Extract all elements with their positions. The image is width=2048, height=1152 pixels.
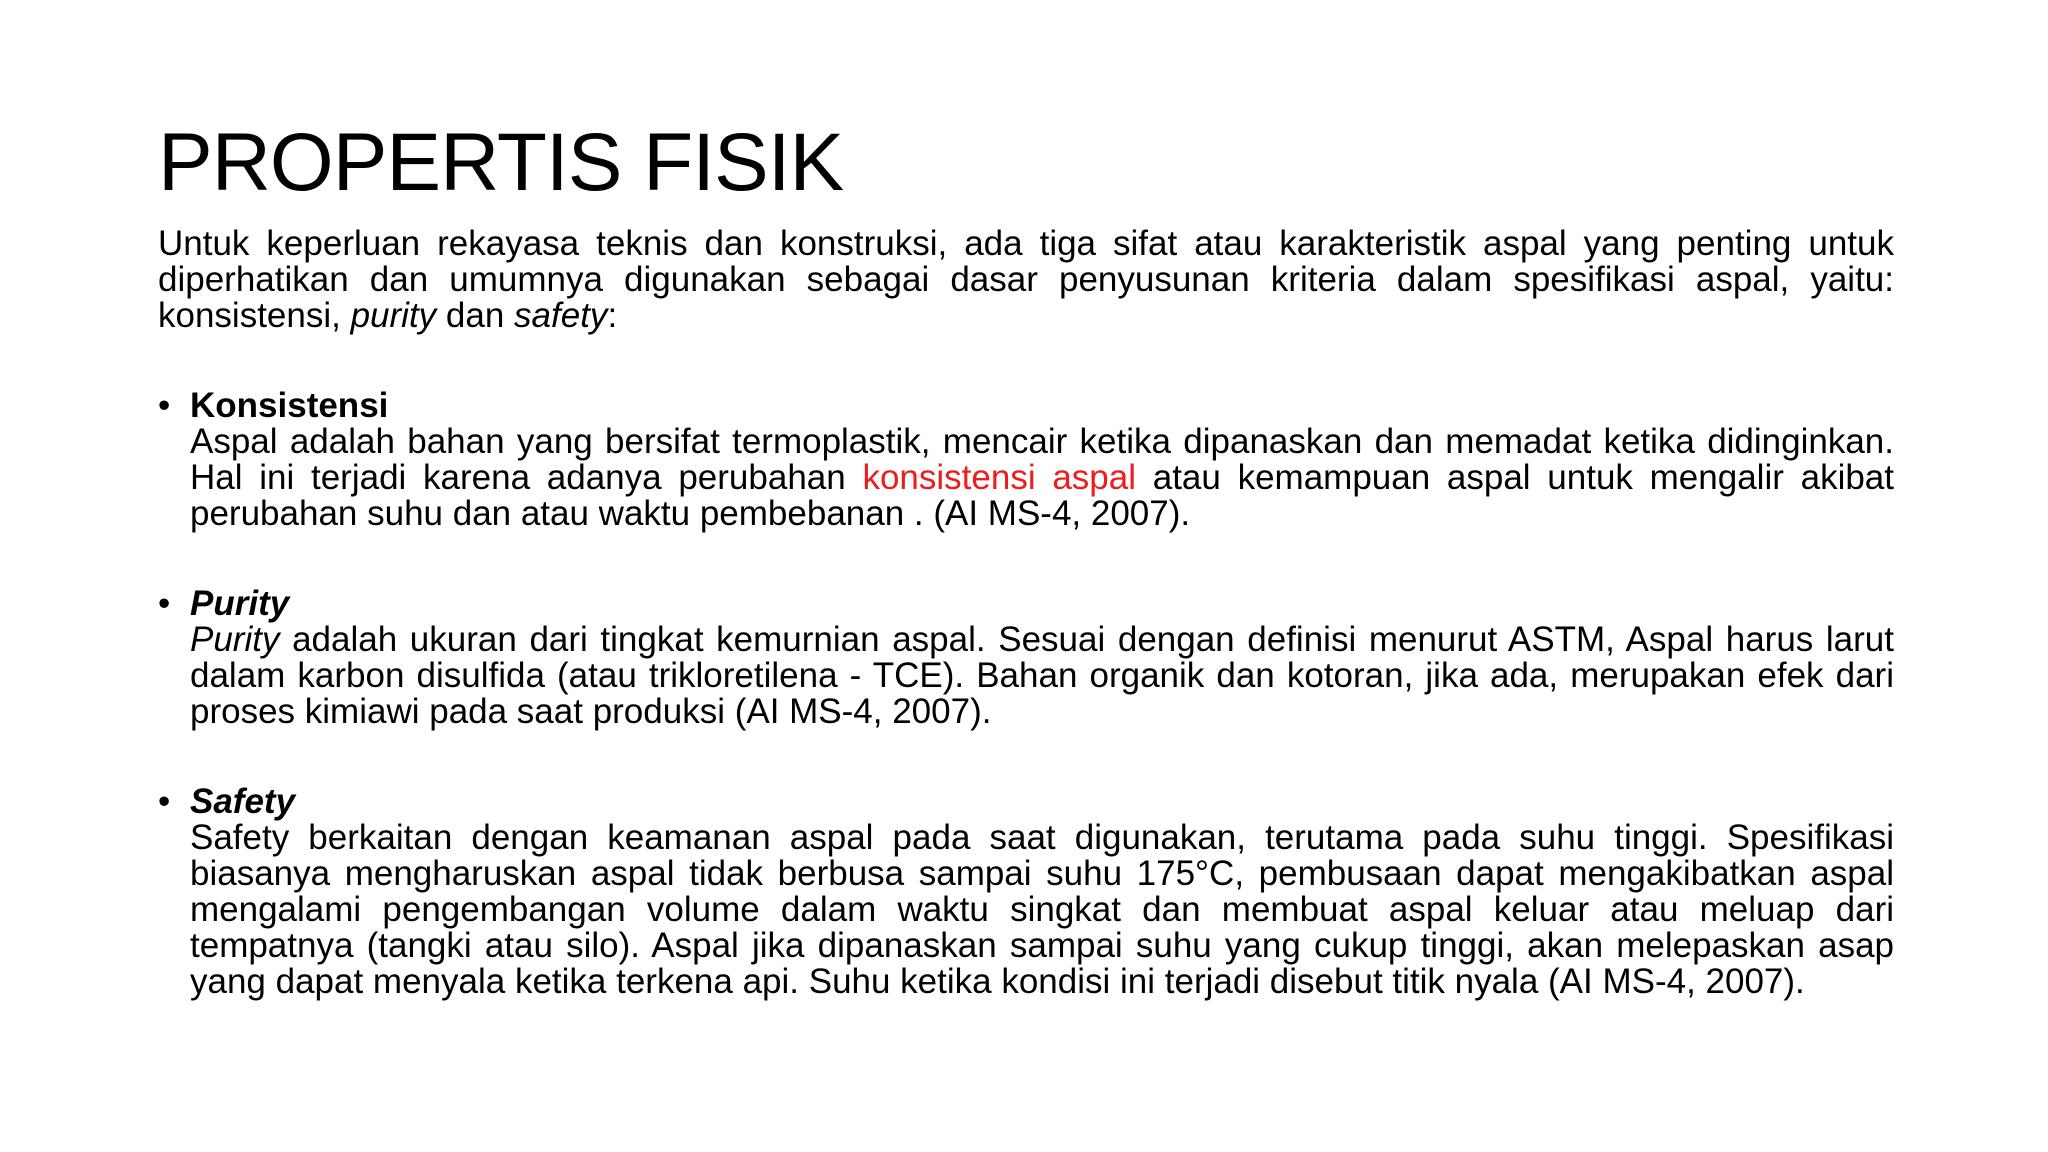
intro-purity: purity [350, 296, 437, 335]
slide-content [158, 226, 1894, 1054]
bullet-body [190, 424, 1894, 532]
bullet-heading: Purity [190, 584, 290, 623]
bullet-item-safety [158, 784, 1894, 1000]
intro-text: Untuk keperluan rekayasa teknis dan konstruksi, ada tiga sifat atau karakteristik aspal yang penting untuk diperhatikan dan umumnya digunakan sebagai dasar penyusunan kriteria dalam spesifikasi aspal, yaitu: konsistensi, [158, 224, 1894, 335]
bullet-item-purity [158, 586, 1894, 730]
intro-end: : [607, 296, 618, 335]
bullet-body-text: adalah ukuran dari tingkat kemurnian aspal. Sesuai dengan definisi menurut ASTM, Aspal harus larut dalam karbon disulfida (atau trikloretilena - TCE). Bahan organik dan kotoran, jika ada, merupakan efek dari proses kimiawi pada saat produksi (AI MS-4, 2007). [190, 620, 1894, 731]
bullet-dot-icon: • [158, 386, 171, 425]
bullet-body [190, 820, 1894, 1000]
highlighted-term: konsistensi aspal [862, 458, 1136, 497]
bullet-body [190, 622, 1894, 730]
bullet-dot-icon: • [158, 584, 171, 623]
intro-dan: dan [436, 296, 515, 335]
slide-title: PROPERTIS FISIK [158, 117, 844, 208]
bullet-item-konsistensi [158, 388, 1894, 532]
bullet-heading: Safety [190, 782, 296, 821]
bullet-heading: Konsistensi [190, 386, 389, 425]
intro-paragraph [158, 226, 1894, 334]
bullet-list [158, 388, 1894, 1000]
bullet-body-italic: Purity [190, 620, 280, 659]
bullet-body-text: atau kemampuan aspal untuk mengalir akibat perubahan suhu dan atau waktu pembebanan . (AI MS-4, 2007). [190, 458, 1894, 533]
bullet-body-text: Aspal adalah bahan yang bersifat termoplastik, mencair ketika dipanaskan dan memadat ketika didinginkan. Hal ini terjadi karena adanya perubahan [190, 422, 1894, 497]
intro-safety: safety [514, 296, 608, 335]
bullet-body-text: Safety berkaitan dengan keamanan aspal pada saat digunakan, terutama pada suhu tinggi. Spesifikasi biasanya mengharuskan aspal tidak berbusa sampai suhu 175°C, pembusaan dapat mengakibatkan aspal mengalami pengembangan volume dalam waktu singkat dan membuat aspal keluar atau meluap dari tempatnya (tangki atau silo). Aspal jika dipanaskan sampai suhu yang cukup tinggi, akan melepaskan asap yang dapat menyala ketika terkena api. Suhu ketika kondisi ini terjadi disebut titik nyala (AI MS-4, 2007). [190, 818, 1894, 1001]
bullet-dot-icon: • [158, 782, 171, 821]
